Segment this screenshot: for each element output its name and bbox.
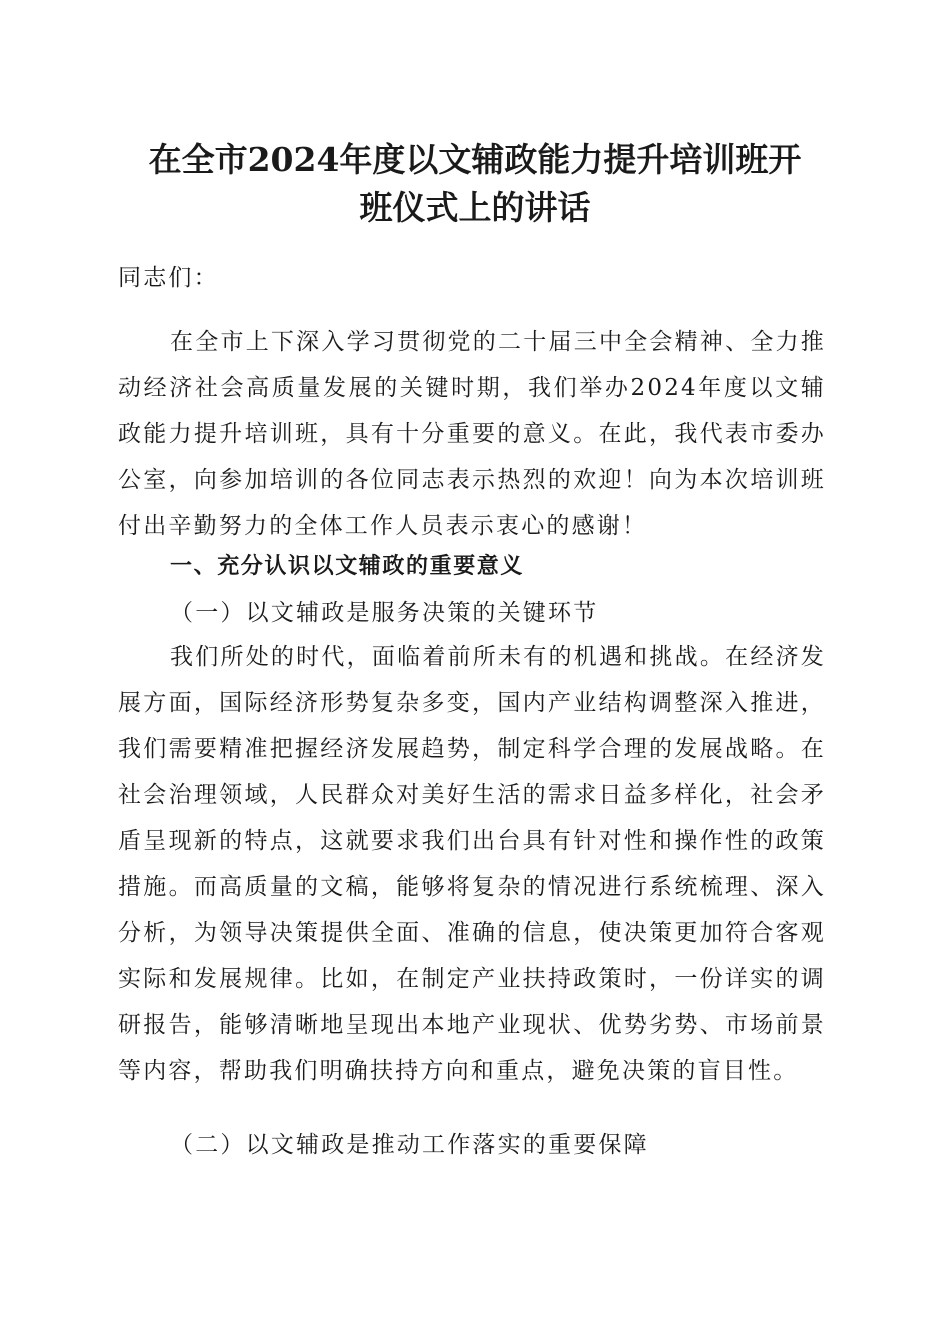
subsection-1-heading: （一）以文辅政是服务决策的关键环节 (170, 600, 599, 626)
intro-paragraph: 在全市上下深入学习贯彻党的二十届三中全会精神、全力推动经济社会高质量发展的关键时期，我们举办2024年度以文辅政能力提升培训班，具有十分重要的意义。在此，我代表市委办公室，向参加培训的各位同志表示热烈的欢迎！向为本次培训班付出辛勤努力的全体工作人员表示衷心的感谢！ (118, 329, 826, 539)
subsection-1-paragraph: 我们所处的时代，面临着前所未有的机遇和挑战。在经济发展方面，国际经济形势复杂多变，国内产业结构调整深入推进，我们需要精准把握经济发展趋势，制定科学合理的发展战略。在社会治理领域，人民群众对美好生活的需求日益多样化，社会矛盾呈现新的特点，这就要求我们出台具有针对性和操作性的政策措施。而高质量的文稿，能够将复杂的情况进行系统梳理、深入分析，为领导决策提供全面、准确的信息，使决策更加符合客观实际和发展规律。比如，在制定产业扶持政策时，一份详实的调研报告，能够清晰地呈现出本地产业现状、优势劣势、市场前景等内容，帮助我们明确扶持方向和重点，避免决策的盲目性。 (118, 644, 826, 1084)
section-1-heading: 一、充分认识以文辅政的重要意义 (170, 554, 525, 579)
title-line-2: 班仪式上的讲话 (359, 188, 591, 227)
salutation: 同志们： (118, 265, 219, 291)
subsection-2-heading: （二）以文辅政是推动工作落实的重要保障 (170, 1132, 649, 1158)
title-line-1: 在全市2024年度以文辅政能力提升培训班开 (148, 140, 802, 179)
document-title (110, 136, 840, 232)
